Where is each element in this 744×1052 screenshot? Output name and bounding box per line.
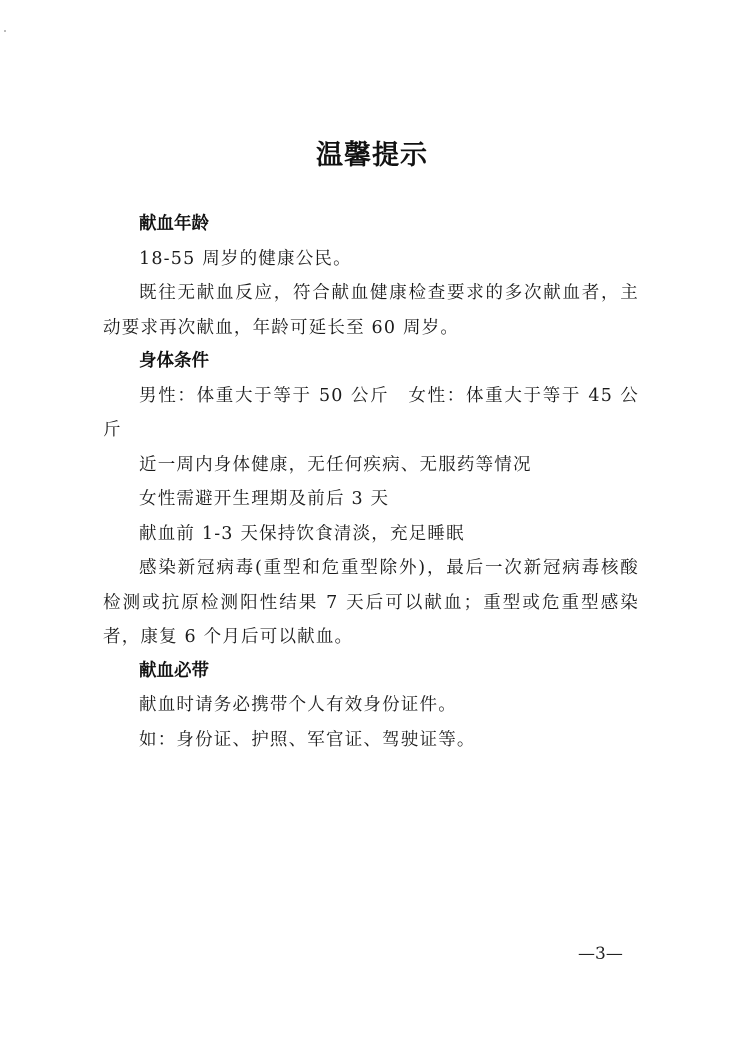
paragraph: 女性需避开生理期及前后 3 天	[139, 489, 390, 509]
paragraph: 既往无献血反应，符合献血健康检查要求的多次献血者，主动要求再次献血，年龄可延长至 60 周岁。	[103, 283, 639, 338]
paragraph: 男性：体重大于等于 50 公斤 女性：体重大于等于 45 公斤	[103, 385, 639, 440]
paragraph: 献血时请务必携带个人有效身份证件。	[139, 695, 457, 715]
section-required-items	[103, 655, 639, 758]
section-heading: 身体条件	[139, 351, 209, 371]
section-physical-conditions	[103, 345, 639, 655]
paragraph: 如：身份证、护照、军官证、驾驶证等。	[139, 729, 476, 750]
section-donation-age	[103, 208, 639, 345]
paragraph: 献血前 1-3 天保持饮食清淡，充足睡眠	[139, 523, 465, 544]
document-body	[103, 208, 639, 757]
paragraph: 18-55 周岁的健康公民。	[139, 248, 352, 269]
scan-mark	[4, 30, 6, 32]
page-number: —3—	[578, 944, 623, 964]
section-heading: 献血必带	[139, 660, 209, 681]
section-heading: 献血年龄	[139, 214, 209, 234]
paragraph: 感染新冠病毒(重型和危重型除外)，最后一次新冠病毒核酸检测或抗原检测阳性结果 7 天后可以献血；重型或危重型感染者，康复 6 个月后可以献血。	[103, 558, 639, 647]
paragraph: 近一周内身体健康，无任何疾病、无服药等情况	[139, 454, 532, 475]
page-title: 温馨提示	[316, 140, 428, 171]
